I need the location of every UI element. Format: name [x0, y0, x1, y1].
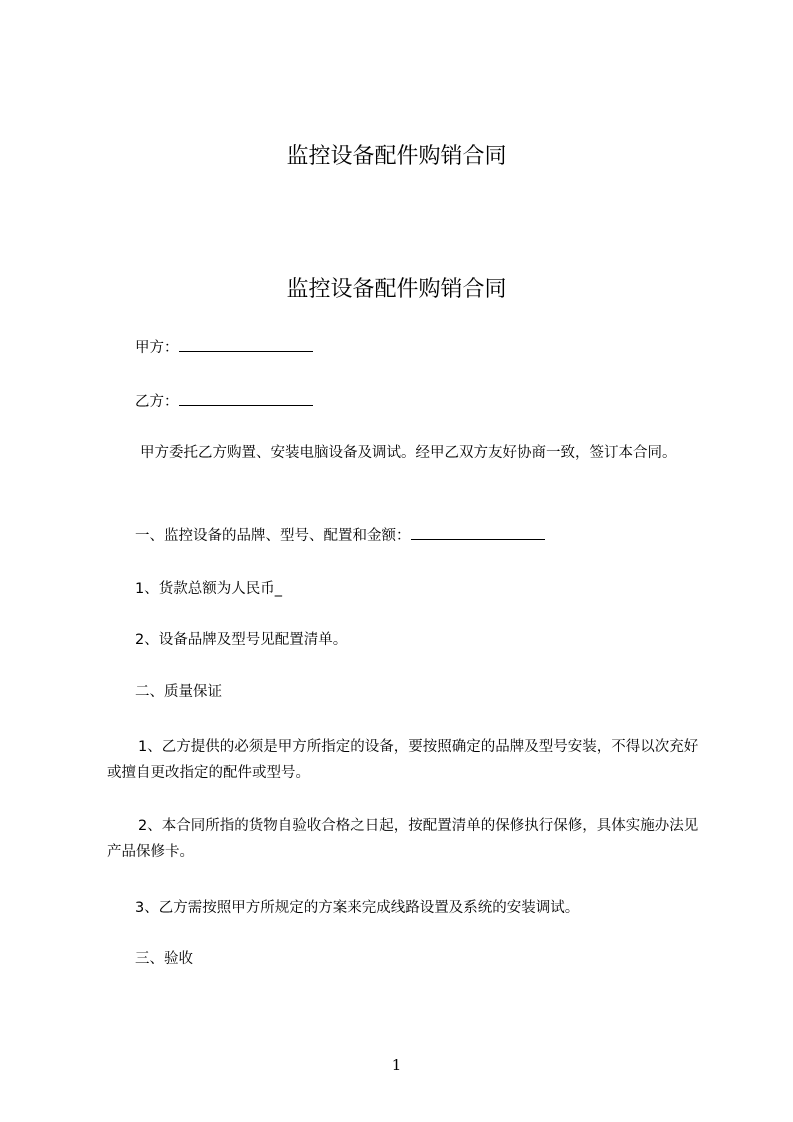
intro-paragraph: 甲方委托乙方购置、安装电脑设备及调试。经甲乙双方友好协商一致，签订本合同。 — [140, 445, 677, 461]
section2-item2: 2、本合同所指的货物自验收合格之日起，按配置清单的保修执行保修，具体实施办法见产品保修卡。 — [107, 818, 699, 860]
cover-title: 监控设备配件购销合同 — [286, 144, 507, 169]
party-b-blank — [179, 391, 313, 406]
party-b-line — [135, 391, 313, 412]
section1-heading-text: 一、监控设备的品牌、型号、配置和金额： — [135, 528, 411, 544]
party-b-label: 乙方： — [135, 394, 179, 410]
section1-item2: 2、设备品牌及型号见配置清单。 — [135, 632, 348, 648]
section1-item1: 1、货款总额为人民币_ — [135, 581, 282, 597]
document-title: 监控设备配件购销合同 — [286, 277, 507, 302]
section1-heading — [135, 525, 545, 546]
party-a-blank — [179, 337, 313, 352]
section1-blank — [411, 525, 545, 540]
party-a-line — [135, 337, 313, 358]
section2-heading: 二、质量保证 — [135, 684, 222, 700]
section3-heading: 三、验收 — [135, 951, 193, 967]
section2-item3: 3、乙方需按照甲方所规定的方案来完成线路设置及系统的安装调试。 — [135, 900, 580, 916]
party-a-label: 甲方： — [135, 340, 179, 356]
section2-item1: 1、乙方提供的必须是甲方所指定的设备，要按照确定的品牌及型号安装，不得以次充好或擅自更改指定的配件或型号。 — [107, 739, 699, 781]
page-number: 1 — [391, 1056, 402, 1074]
